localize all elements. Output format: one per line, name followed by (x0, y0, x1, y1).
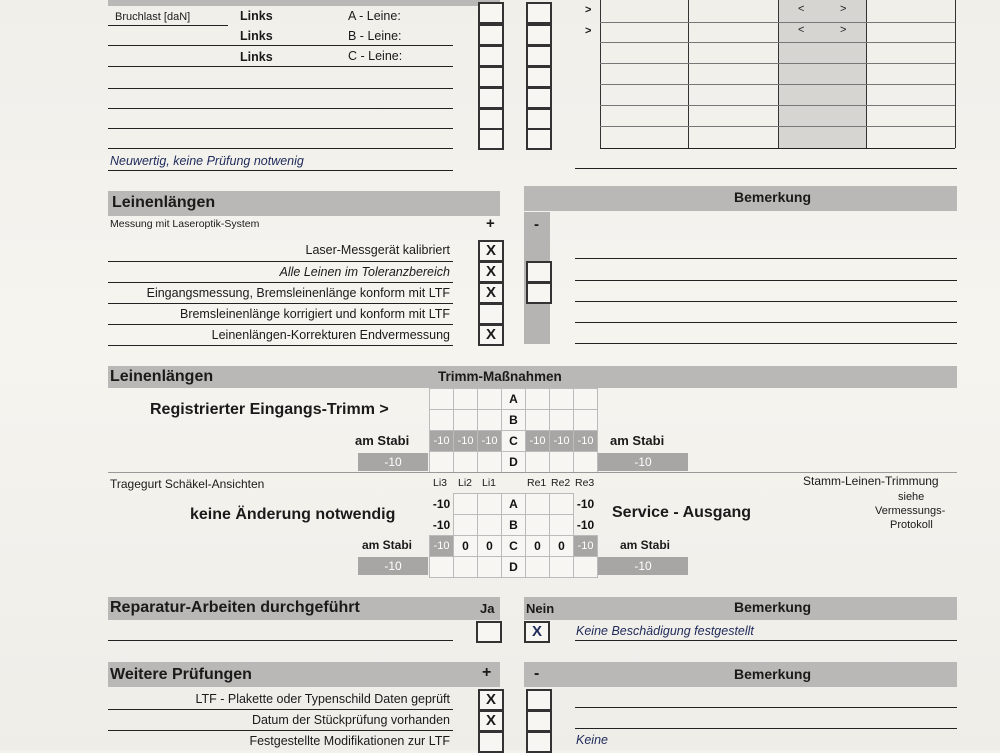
minus-header: - (534, 216, 539, 233)
grid-cell (525, 451, 550, 473)
grid-cell (573, 409, 598, 431)
grid-cell (477, 451, 502, 473)
weitere-header (108, 662, 500, 687)
minus-box-3[interactable] (526, 282, 552, 304)
lt-mark-2: < (798, 24, 805, 36)
check-box-1[interactable]: X (478, 240, 504, 262)
grid-cell (573, 451, 598, 473)
b-right-value: -10 (576, 518, 595, 532)
weitere-bemerkung-header (524, 662, 957, 687)
reparatur-header (108, 597, 500, 620)
remark-line (575, 728, 957, 729)
rule (108, 709, 453, 710)
row-label-b-2: B (501, 514, 526, 536)
grid-cell (549, 514, 574, 536)
grid-cell (477, 409, 502, 431)
rule (108, 128, 453, 129)
c-value-re1: -10 (525, 430, 550, 452)
rule (108, 25, 228, 26)
col-li1: Li1 (482, 477, 497, 489)
c2-value-li3: -10 (429, 535, 454, 557)
service-ausgang-label: Service - Ausgang (612, 504, 752, 521)
remark-line (575, 707, 957, 708)
c2-value-re1: 0 (525, 535, 550, 557)
stabi-right-value-2: -10 (598, 557, 688, 575)
siehe-line-1: siehe (898, 491, 925, 503)
row-label-d: D (501, 451, 526, 473)
minus-box-2[interactable] (526, 261, 552, 283)
grid-cell (525, 388, 550, 410)
row-label-d-2: D (501, 556, 526, 578)
check-box-3[interactable]: X (478, 282, 504, 304)
b-left-value: -10 (432, 518, 451, 532)
top-plus-box-1[interactable] (478, 2, 504, 24)
grid-cell (429, 451, 454, 473)
top-minus-box-1[interactable] (526, 2, 552, 24)
row-label-c: C (501, 430, 526, 452)
gt-mark-2: > (840, 24, 847, 36)
check-label-5: Leinenlängen-Korrekturen Endvermessung (211, 328, 450, 342)
top-plus-box-6[interactable] (478, 108, 504, 130)
stabi-right-value-1: -10 (598, 453, 688, 471)
rule (108, 45, 453, 46)
remark-line (575, 640, 957, 641)
rule (108, 640, 453, 641)
col-li2: Li2 (458, 477, 473, 489)
row-a-side: Links (240, 9, 273, 23)
rule (108, 88, 453, 89)
col-re2: Re2 (551, 477, 571, 489)
check-label-1: Laser-Messgerät kalibriert (305, 243, 450, 257)
siehe-line-2: Vermessungs- (875, 505, 946, 517)
divider (108, 472, 957, 473)
trimm-header (108, 366, 957, 388)
grid-rule (600, 22, 955, 23)
grid-cell (453, 451, 478, 473)
rule (108, 730, 453, 731)
nein-box[interactable]: X (524, 621, 550, 643)
bruchlast-label: Bruchlast [daN] (115, 11, 191, 23)
remark-line (575, 322, 957, 323)
grid-rule (600, 84, 955, 85)
trimm-heading: Trimm-Maßnahmen (438, 369, 562, 384)
rule (108, 108, 453, 109)
leinenlaengen-subtitle: Messung mit Laseroptik-System (110, 218, 260, 230)
row-b-line: B - Leine: (348, 29, 402, 43)
top-minus-box-3[interactable] (526, 45, 552, 67)
siehe-line-3: Protokoll (890, 519, 933, 531)
reparatur-bemerkung-title: Bemerkung (734, 599, 812, 615)
c-value-li3: -10 (429, 430, 454, 452)
rule (108, 345, 453, 346)
remark-line (575, 301, 957, 302)
weitere-plus: + (482, 664, 492, 681)
weitere-label-2: Datum der Stückprüfung vorhanden (251, 713, 450, 727)
row-label-a-2: A (501, 493, 526, 515)
grid-rule (600, 63, 955, 64)
c-value-li2: -10 (453, 430, 478, 452)
top-minus-box-2[interactable] (526, 24, 552, 46)
stabi-left-value-2: -10 (358, 557, 428, 575)
rule (108, 66, 453, 67)
rule (108, 261, 453, 262)
c-value-re2: -10 (549, 430, 574, 452)
reparatur-remark: Keine Beschädigung festgestellt (576, 624, 754, 638)
grid-cell (525, 493, 550, 515)
top-plus-box-4[interactable] (478, 66, 504, 88)
grid-cell (477, 514, 502, 536)
c-value-re3: -10 (573, 430, 598, 452)
grid-cell (477, 388, 502, 410)
tragegurt-label: Tragegurt Schäkel-Ansichten (110, 477, 265, 491)
ja-box[interactable] (476, 621, 502, 643)
weitere-minus: - (534, 665, 540, 682)
c-value-li1: -10 (477, 430, 502, 452)
row-label-a: A (501, 388, 526, 410)
rule (108, 303, 453, 304)
am-stabi-right-2: am Stabi (620, 538, 671, 552)
rule (108, 324, 453, 325)
grid-cell (453, 556, 478, 578)
ja-label: Ja (480, 601, 495, 616)
bemerkung-title-1: Bemerkung (734, 189, 812, 205)
grid-cell (549, 556, 574, 578)
row-a-line: A - Leine: (348, 9, 401, 23)
grid-line (955, 0, 956, 148)
top-plus-box-7[interactable] (478, 128, 504, 150)
am-stabi-right-1: am Stabi (610, 433, 665, 448)
rule (108, 170, 453, 171)
plus-header: + (486, 215, 495, 232)
grid-cell (453, 409, 478, 431)
row-c-line: C - Leine: (348, 49, 403, 63)
rule (575, 168, 957, 169)
check-label-2: Alle Leinen im Toleranzbereich (279, 265, 450, 279)
gt-mark-1: > (840, 3, 847, 15)
top-mark-2: > (585, 25, 592, 37)
check-box-2[interactable]: X (478, 261, 504, 283)
grid-cell (549, 493, 574, 515)
top-plus-box-3[interactable] (478, 45, 504, 67)
check-label-4: Bremsleinenlänge korrigiert und konform mit LTF (179, 307, 450, 321)
grid-cell (573, 388, 598, 410)
weitere-label-1: LTF - Plakette oder Typenschild Daten geprüft (195, 692, 450, 706)
reparatur-title: Reparatur-Arbeiten durchgeführt (110, 599, 360, 616)
grid-cell (549, 388, 574, 410)
c2-value-re3: -10 (573, 535, 598, 557)
grid-rule (600, 105, 955, 106)
stamm-label: Stamm-Leinen-Trimmung (803, 474, 939, 488)
top-minus-box-7[interactable] (526, 128, 552, 150)
check-label-3: Eingangsmessung, Bremsleinenlänge konform mit LTF (146, 286, 450, 300)
row-c-side: Links (240, 50, 273, 64)
c2-value-li2: 0 (453, 535, 478, 557)
row-label-b: B (501, 409, 526, 431)
grid-cell (477, 556, 502, 578)
top-minus-box-4[interactable] (526, 66, 552, 88)
grid-cell (453, 514, 478, 536)
weitere-minus-box-2[interactable] (526, 710, 552, 732)
weitere-plus-box-2[interactable]: X (478, 710, 504, 732)
check-box-4[interactable] (478, 303, 504, 325)
leinenlaengen-title: Leinenlängen (112, 194, 216, 211)
weitere-label-3: Festgestellte Modifikationen zur LTF (249, 734, 450, 748)
grid-cell (573, 556, 598, 578)
bemerkung-header-1 (524, 186, 957, 211)
rule (108, 282, 453, 283)
weitere-bemerkung-title: Bemerkung (734, 666, 812, 682)
am-stabi-left-2: am Stabi (362, 538, 413, 552)
trimm-title: Leinenlängen (110, 368, 214, 385)
col-re3: Re3 (575, 477, 595, 489)
top-plus-box-2[interactable] (478, 24, 504, 46)
grid-cell (549, 451, 574, 473)
c2-value-re2: 0 (549, 535, 574, 557)
lt-mark-1: < (798, 3, 805, 15)
top-remark: Neuwertig, keine Prüfung notwenig (110, 154, 304, 168)
grid-rule (600, 148, 955, 149)
col-li3: Li3 (433, 477, 448, 489)
grid-cell (429, 388, 454, 410)
stabi-left-value-1: -10 (358, 453, 428, 471)
keine-aenderung-label: keine Änderung notwendig (190, 506, 396, 523)
grid-cell (549, 409, 574, 431)
check-box-5[interactable]: X (478, 324, 504, 346)
reparatur-bemerkung-header (524, 597, 957, 620)
top-mark-1: > (585, 4, 592, 16)
top-minus-box-6[interactable] (526, 108, 552, 130)
remark-line (575, 343, 957, 344)
grid-cell (525, 409, 550, 431)
top-section-header (108, 0, 500, 6)
remark-line (575, 258, 957, 259)
registered-trimm-label: Registrierter Eingangs-Trimm > (150, 401, 389, 418)
leinenlaengen-header (108, 191, 500, 216)
row-b-side: Links (240, 29, 273, 43)
weitere-title: Weitere Prüfungen (110, 666, 252, 683)
a-left-value: -10 (432, 497, 451, 511)
am-stabi-left-1: am Stabi (355, 433, 410, 448)
grid-cell (429, 556, 454, 578)
grid-cell (525, 514, 550, 536)
grid-cell (453, 493, 478, 515)
grid-cell (429, 409, 454, 431)
grid-rule (600, 42, 955, 43)
row-label-c-2: C (501, 535, 526, 557)
grid-cell (525, 556, 550, 578)
top-plus-box-5[interactable] (478, 87, 504, 109)
grid-cell (453, 388, 478, 410)
col-re1: Re1 (527, 477, 547, 489)
remark-line (575, 280, 957, 281)
c2-value-li1: 0 (477, 535, 502, 557)
grid-cell (477, 493, 502, 515)
a-right-value: -10 (576, 497, 595, 511)
rule (108, 148, 453, 149)
grid-rule (600, 126, 955, 127)
weitere-remark-3: Keine (576, 733, 608, 747)
weitere-minus-box-1[interactable] (526, 689, 552, 711)
weitere-plus-box-1[interactable]: X (478, 689, 504, 711)
nein-label: Nein (526, 601, 555, 616)
top-minus-box-5[interactable] (526, 87, 552, 109)
